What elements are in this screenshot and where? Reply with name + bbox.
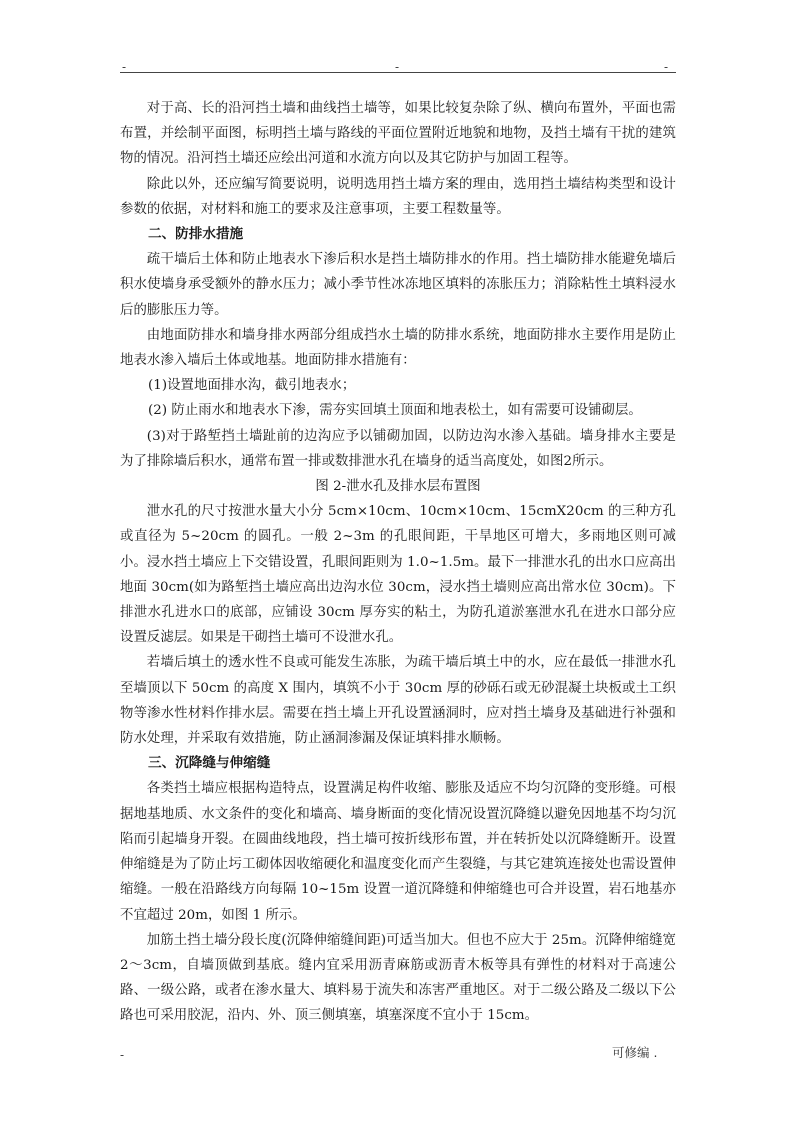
footer-mark-left: -: [120, 1048, 125, 1062]
paragraph-drainage-purpose: 疏干墙后土体和防止地表水下渗后积水是挡土墙防排水的作用。挡土墙防排水能避免墙后积水使墙身承受额外的静水压力；减小季节性冰冻地区填料的冻胀压力；消除粘性土填料浸水后的膨胀压力等。: [120, 252, 676, 318]
paragraph-drain-layer: 若墙后填土的透水性不良或可能发生冻胀，为疏干墙后填土中的水，应在最低一排泄水孔至墙顶以下 50cm 的高度 X 围内，填筑不小于 30cm 厚的砂砾石或无砂混凝土块板或土工织物等渗水性材料作排水层。需要在挡土墙上开孔设置涵洞时，应对挡土墙身及基础进行补强和防水处理，并采取有效措施，防止涵洞渗漏及保证填料排水顺畅。: [120, 655, 676, 747]
header-mark-left: -: [122, 60, 127, 74]
section-heading-joints: 三、沉降缝与伸缩缝: [148, 755, 271, 772]
paragraph-drainage-system: 由地面防排水和墙身排水两部分组成挡水土墙的防排水系统，地面防排水主要作用是防止地表水渗入墙后土体或地基。地面防排水措施有：: [120, 327, 676, 369]
header-mark-right: -: [664, 60, 669, 74]
paragraph-description: 除此以外，还应编写简要说明，说明选用挡土墙方案的理由，选用挡土墙结构类型和设计参数的依据，对材料和施工的要求及注意事项，主要工程数量等。: [120, 176, 676, 217]
header-rule: [120, 72, 676, 73]
header-mark-center: -: [395, 60, 400, 74]
paragraph-reinforced-wall: 加筋土挡土墙分段长度(沉降伸缩缝间距)可适当加大。但也不应大于 25m。沉降伸缩缝宽 2～3cm，自墙顶做到基底。缝内宜采用沥青麻筋或沥青木板等具有弹性的材料对于高速公路、一级公路，或者在渗水量大、填料易于流失和冻害严重地区。对于二级公路及二级以下公路也可采用胶泥，沿内、外、顶三侧填塞，填塞深度不宜小于 15cm。: [120, 932, 676, 1024]
figure-2-caption: 图 2-泄水孔及排水层布置图: [315, 479, 481, 495]
list-item-2: (2) 防止雨水和地表水下渗，需夯实回填土顶面和地表松土，如有需要可设铺砌层。: [148, 403, 642, 419]
section-heading-drainage: 二、防排水措施: [148, 226, 244, 243]
list-item-3: (3)对于路堑挡土墙趾前的边沟应予以铺砌加固，以防边沟水渗入基础。墙身排水主要是为了排除墙后积水，通常布置一排或数排泄水孔在墙身的适当高度处，如图2所示。: [120, 428, 676, 469]
paragraph-plan-layout: 对于高、长的沿河挡土墙和曲线挡土墙等，如果比较复杂除了纵、横向布置外，平面也需布置，并绘制平面图，标明挡土墙与路线的平面位置附近地貌和地物，及挡土墙有干扰的建筑物的情况。沿河挡土墙还应绘出河道和水流方向以及其它防护与加固工程等。: [120, 101, 676, 167]
list-item-1: (1)设置地面排水沟，截引地表水；: [148, 378, 356, 394]
footer-editable-note: 可修编 .: [612, 1045, 658, 1060]
paragraph-weep-holes: 泄水孔的尺寸按泄水量大小分 5cm×10cm、10cm×10cm、15cmX20cm 的三种方孔或直径为 5~20cm 的圆孔。一般 2~3m 的孔眼间距，干旱地区可增大，多雨地区则可减小。浸水挡土墙应上下交错设置，孔眼间距则为 1.0~1.5m。最下一排泄水孔的出水口应高出地面 30cm(如为路堑挡土墙应高出边沟水位 30cm，浸水挡土墙则应高出常水位 30cm)。下排泄水孔进水口的底部，应铺设 30cm 厚夯实的粘土，为防孔道淤塞泄水孔在进水口部分应设置反滤层。如果是干砌挡土墙可不设泄水孔。: [120, 504, 676, 646]
page-body: [120, 96, 676, 1029]
paragraph-joints: 各类挡土墙应根据构造特点，设置满足构件收缩、膨胀及适应不均匀沉降的变形缝。可根据地基地质、水文条件的变化和墙高、墙身断面的变化情况设置沉降缝以避免因地基不均匀沉陷而引起墙身开裂。在圆曲线地段，挡土墙可按折线形布置，并在转折处以沉降缝断开。设置伸缩缝是为了防止圬工砌体因收缩硬化和温度变化而产生裂缝，与其它建筑连接处也需设置伸缩缝。一般在沿路线方向每隔 10~15m 设置一道沉降缝和伸缩缝也可合并设置，岩石地基亦不宜超过 20m，如图 1 所示。: [120, 781, 676, 923]
